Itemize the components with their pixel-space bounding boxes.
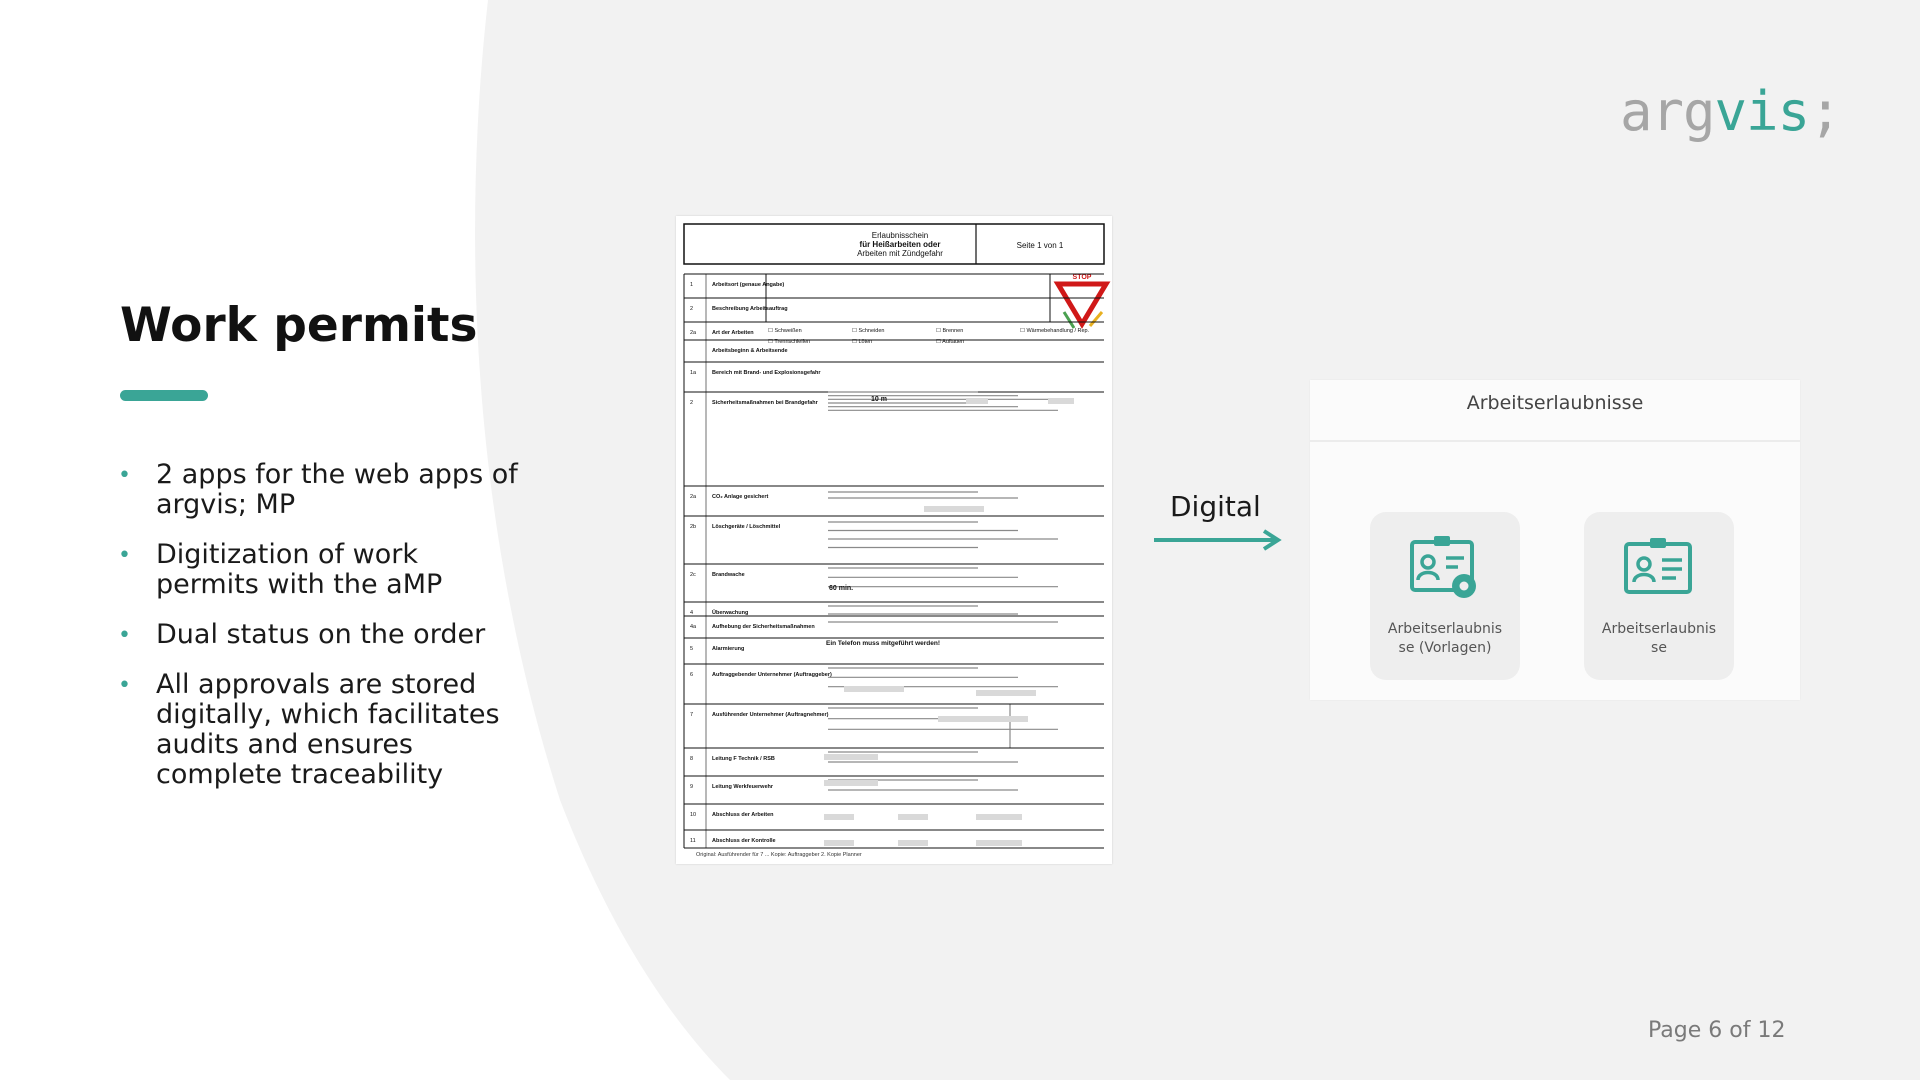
doc-row-label: Brandwache	[712, 572, 745, 578]
doc-row-number: 2a	[690, 330, 697, 336]
doc-brandwache-value: 60 min.	[829, 585, 854, 592]
doc-row-number: 8	[690, 756, 694, 762]
doc-row-label: Leitung F Technik / RSB	[712, 756, 775, 762]
bullet-item: • Digitization of work permits with the aMP	[118, 539, 443, 600]
doc-row-number: 9	[690, 784, 694, 790]
bullet-item: • All approvals are stored digitally, which facilitates audits and ensures complete traceability	[118, 669, 500, 790]
doc-row-label: Arbeitsbeginn & Arbeitsende	[712, 348, 788, 354]
doc-checkbox-option: ☐ Schweißen	[768, 328, 802, 334]
doc-row-label: Abschluss der Kontrolle	[712, 838, 776, 844]
title-accent-bar	[120, 390, 208, 401]
id-card-icon	[1622, 532, 1696, 604]
doc-row-label: Bereich mit Brand- und Explosionsgefahr	[712, 370, 821, 376]
doc-row-number: 11	[690, 838, 696, 844]
doc-row-number: 2c	[690, 572, 696, 578]
doc-title-line1: Erlaubnisschein	[871, 231, 929, 240]
bullet-icon: •	[118, 623, 131, 648]
panel-divider	[1310, 440, 1800, 442]
bullet-item: • 2 apps for the web apps of argvis; MP	[118, 459, 518, 520]
id-card-gear-icon	[1408, 532, 1482, 604]
app-panel-header: Arbeitserlaubnisse	[1466, 392, 1644, 414]
doc-checkbox-option: ☐ Löten	[852, 339, 873, 345]
page-indicator: Page 6 of 12	[1648, 1018, 1786, 1043]
doc-row-label: Abschluss der Arbeiten	[712, 812, 774, 818]
doc-row-label: Auftraggebender Unternehmer (Auftraggeber)	[712, 672, 832, 678]
doc-row-number: 2b	[690, 524, 697, 530]
doc-checkbox-option: ☐ Schneiden	[852, 328, 885, 334]
doc-row-label: Aufhebung der Sicherheitsmaßnahmen	[712, 624, 815, 630]
digital-label: Digital	[1170, 490, 1261, 523]
doc-title-line2: für Heißarbeiten oder	[859, 240, 941, 249]
doc-row-label: Löschgeräte / Löschmittel	[712, 524, 781, 530]
doc-row-number: 4	[690, 610, 694, 616]
doc-row-number: 2a	[690, 494, 697, 500]
app-panel	[1310, 380, 1800, 700]
app-tile-label: Arbeitserlaubnis se (Vorlagen)	[1387, 621, 1503, 656]
doc-row-number: 5	[690, 646, 694, 652]
stop-sign-label: STOP	[1072, 274, 1092, 281]
doc-row-number: 10	[690, 812, 697, 818]
doc-row-number: 6	[690, 672, 694, 678]
doc-radius-value: 10 m	[871, 396, 887, 403]
doc-title-line3: Arbeiten mit Zündgefahr	[857, 249, 943, 258]
doc-checkbox-option: ☐ Brennen	[936, 328, 964, 334]
slide-title: Work permits	[120, 298, 478, 353]
bullet-icon: •	[118, 673, 131, 698]
doc-row-number: 2	[690, 400, 694, 406]
doc-row-label: Arbeitsort (genaue Angabe)	[712, 282, 785, 288]
doc-row-label: Beschreibung Arbeitsauftrag	[712, 306, 788, 312]
bullet-icon: •	[118, 543, 131, 568]
doc-row-number: 1a	[690, 370, 697, 376]
argvis-logo: argvis;	[1620, 80, 1841, 143]
doc-row-label: Ausführender Unternehmer (Auftragnehmer)	[712, 712, 829, 718]
bullet-icon: •	[118, 463, 131, 488]
bullet-item: • Dual status on the order	[118, 619, 486, 650]
doc-row-number: 7	[690, 712, 694, 718]
doc-row-label: Überwachung	[712, 610, 749, 616]
stop-warning-sign	[1058, 274, 1106, 328]
bullet-list	[118, 460, 518, 810]
doc-telefon-note: Ein Telefon muss mitgeführt werden!	[826, 640, 941, 647]
doc-checkbox-option: ☐ Auftauen	[936, 339, 965, 345]
app-tile-permits[interactable]	[1584, 512, 1734, 680]
doc-page-indicator: Seite 1 von 1	[1016, 241, 1064, 250]
doc-row-label: Art der Arbeiten	[712, 330, 754, 336]
doc-row-label: Sicherheitsmaßnahmen bei Brandgefahr	[712, 400, 818, 406]
doc-row-number: 4a	[690, 624, 697, 630]
doc-footer: Original: Ausführender für 7 ... Kopie: Auftraggeber 2. Kopie Planner	[696, 852, 862, 858]
app-tile-permit-templates[interactable]	[1370, 512, 1520, 680]
arrow-right-icon	[1152, 528, 1286, 552]
work-permit-document-image	[676, 216, 1112, 864]
doc-row-label: Leitung Werkfeuerwehr	[712, 784, 774, 790]
doc-row-label: Alarmierung	[712, 646, 745, 652]
doc-row-label: CO₂ Anlage gesichert	[712, 494, 769, 500]
app-tile-label: Arbeitserlaubnis se	[1601, 621, 1717, 656]
doc-row-number: 2	[690, 306, 694, 312]
doc-checkbox-option: ☐ Wärmebehandlung / Rep.	[1020, 328, 1090, 334]
doc-row-number: 1	[690, 282, 694, 288]
doc-checkbox-option: ☐ Trennschleifen	[768, 339, 811, 345]
